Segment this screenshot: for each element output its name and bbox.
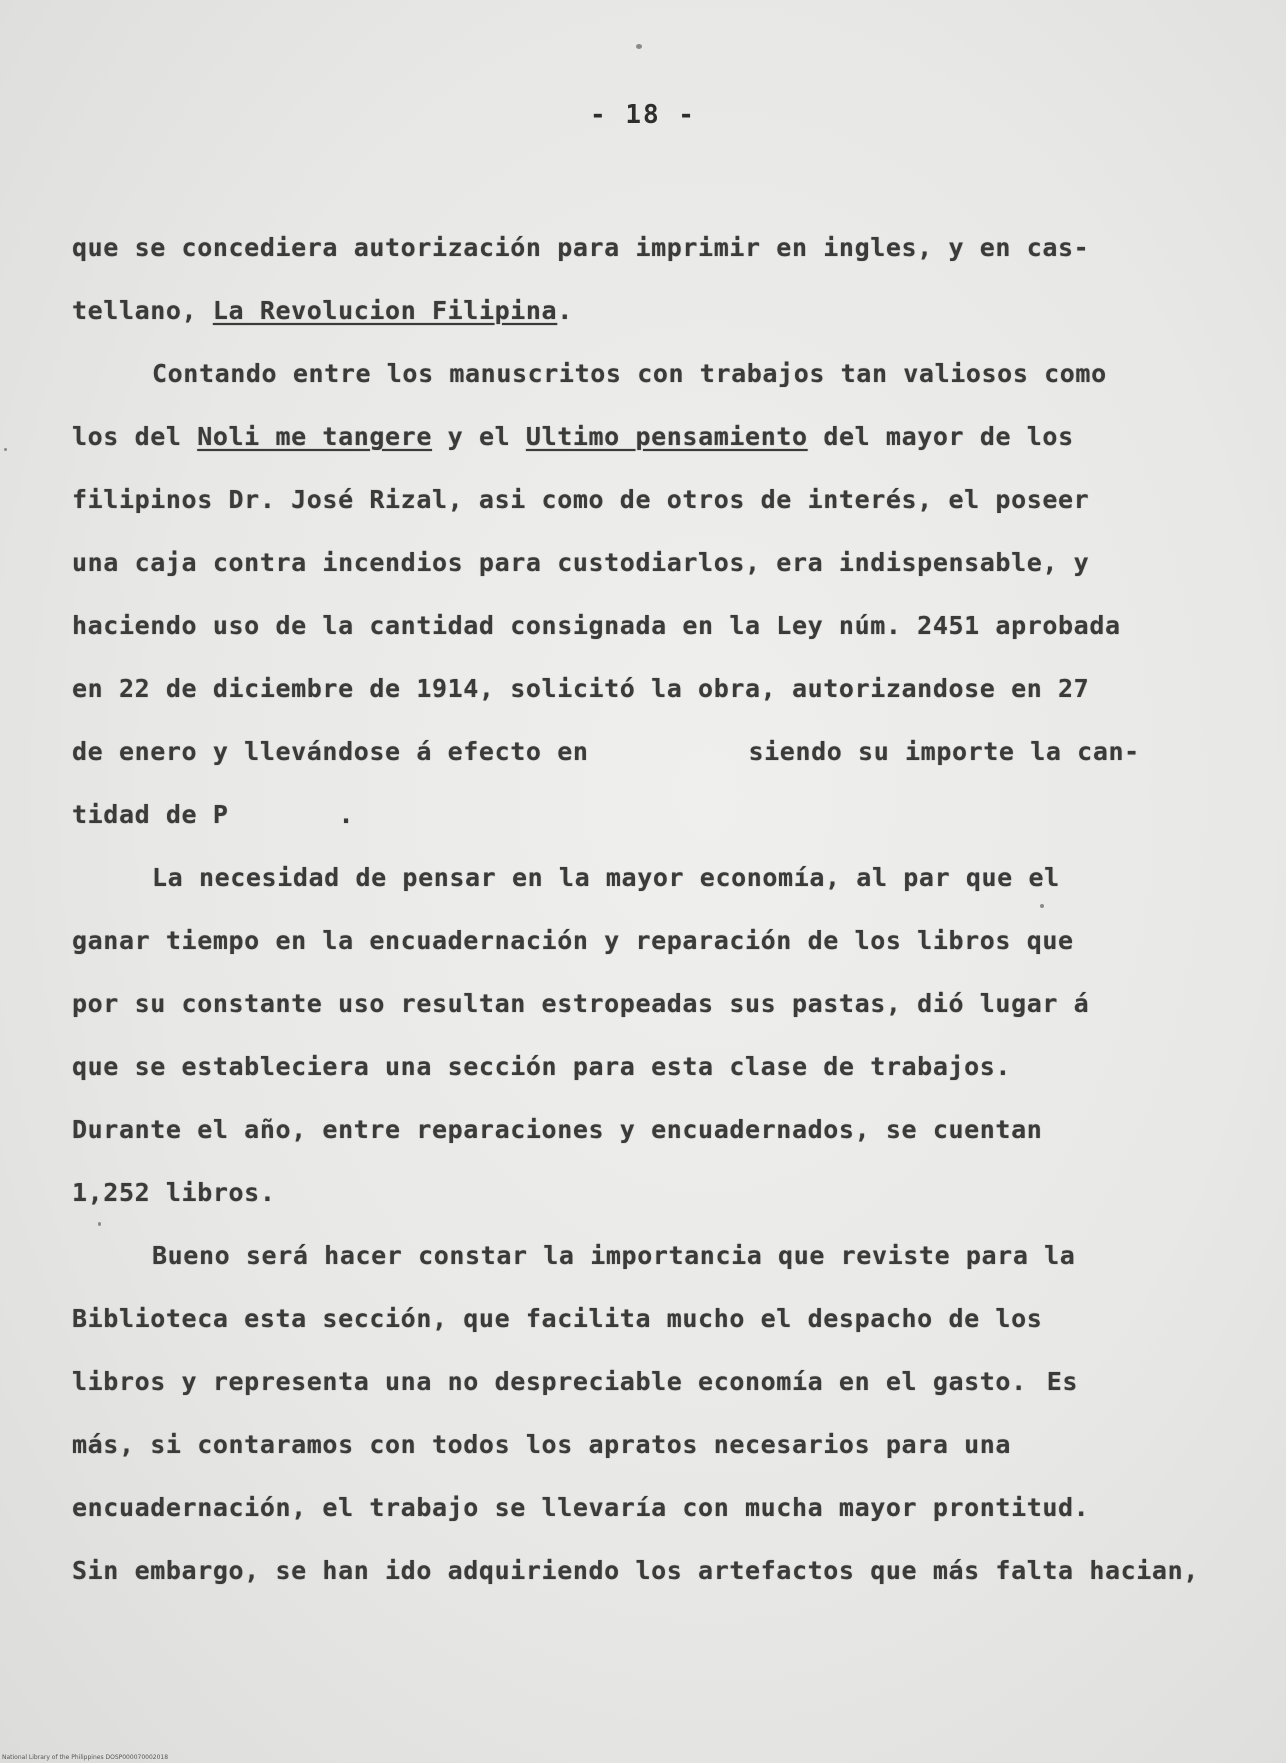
text-line: [72, 1476, 1232, 1539]
line-text: Sin embargo, se han ido adquiriendo los artefactos que más falta hacian,: [72, 1556, 1199, 1585]
text-line: [72, 846, 1232, 909]
text-line: [72, 1287, 1232, 1350]
line-text: siendo su importe la can-: [748, 737, 1140, 766]
line-text: que se concediera autorización para imprimir en ingles, y en cas-: [72, 233, 1090, 262]
text-line: [72, 594, 1232, 657]
text-line: [72, 909, 1232, 972]
text-line: [72, 1224, 1232, 1287]
line-text: 1,252 libros.: [72, 1178, 276, 1207]
line-text: una caja contra incendios para custodiarlos, era indispensable, y: [72, 548, 1090, 577]
book-title-revolucion: La Revolucion Filipina: [212, 296, 558, 325]
text-line: [72, 972, 1232, 1035]
line-text: tellano,: [72, 296, 198, 325]
line-text: encuadernación, el trabajo se llevaría con mucha mayor prontitud.: [72, 1493, 1090, 1522]
text-line: [72, 1350, 1232, 1413]
line-text: filipinos Dr. José Rizal, asi como de otros de interés, el poseer: [72, 485, 1090, 514]
text-line: [72, 1035, 1232, 1098]
text-line: [72, 720, 1232, 783]
line-text: Biblioteca esta sección, que facilita mucho el despacho de los: [72, 1304, 1043, 1333]
line-text: en 22 de diciembre de 1914, solicitó la obra, autorizandose en 27: [72, 674, 1090, 703]
line-text: tidad de P: [72, 800, 229, 829]
page-number: - 18 -: [590, 100, 696, 130]
archive-credit: National Library of the Philippines DOSP000070002018: [2, 1754, 169, 1761]
ink-speck: [4, 448, 7, 451]
text-line: [72, 342, 1232, 405]
line-text: del mayor de los: [823, 422, 1074, 451]
text-line: [72, 1413, 1232, 1476]
line-text: .: [338, 800, 355, 829]
body-text: [72, 216, 1232, 1602]
text-line: [72, 531, 1232, 594]
line-text: ganar tiempo en la encuadernación y reparación de los libros que: [72, 926, 1074, 955]
line-text: haciendo uso de la cantidad consignada en la Ley núm. 2451 aprobada: [72, 611, 1121, 640]
text-line: [72, 1539, 1232, 1602]
line-text: libros y representa una no despreciable economía en el gasto.: [72, 1367, 1027, 1396]
ink-speck: [636, 44, 642, 49]
line-text: y el: [447, 422, 511, 451]
text-line: [72, 216, 1232, 279]
line-text: Contando entre los manuscritos con trabajos tan valiosos como: [152, 359, 1107, 388]
line-text: los del: [72, 422, 182, 451]
text-line: [72, 279, 1232, 342]
text-line: [72, 405, 1232, 468]
text-line: [72, 1161, 1232, 1224]
line-text: La necesidad de pensar en la mayor economía, al par que el: [152, 863, 1060, 892]
text-line: [72, 783, 1232, 846]
line-text: Es: [1046, 1367, 1079, 1396]
line-text: de enero y llevándose á efecto en: [72, 737, 589, 766]
text-line: [72, 1098, 1232, 1161]
line-text: que se estableciera una sección para esta clase de trabajos.: [72, 1052, 1012, 1081]
line-text: por su constante uso resultan estropeadas sus pastas, dió lugar á: [72, 989, 1090, 1018]
book-title-ultimo: Ultimo pensamiento: [525, 422, 808, 451]
book-title-noli: Noli me tangere: [197, 422, 432, 451]
text-line: [72, 468, 1232, 531]
line-text: Bueno será hacer constar la importancia que reviste para la: [152, 1241, 1076, 1270]
line-text: .: [557, 296, 573, 325]
line-text: Durante el año, entre reparaciones y encuadernados, se cuentan: [72, 1115, 1043, 1144]
line-text: más, si contaramos con todos los apratos necesarios para una: [72, 1430, 1012, 1459]
text-line: [72, 657, 1232, 720]
